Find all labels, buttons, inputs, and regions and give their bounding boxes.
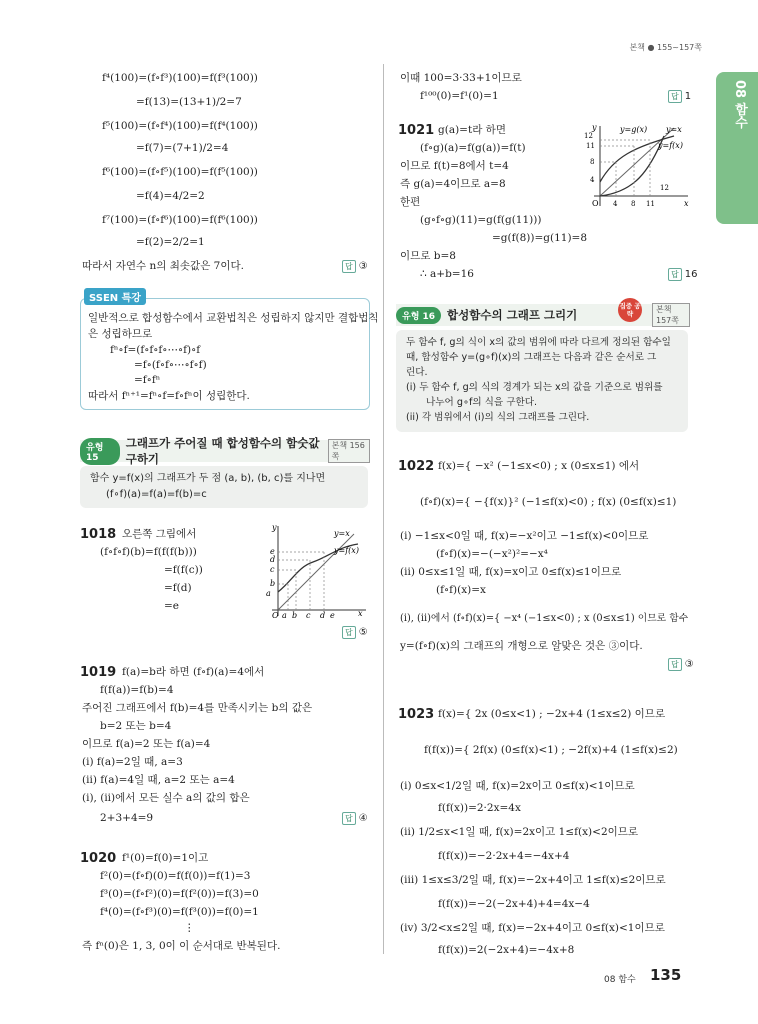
solution-line: f(a)=b라 하면 (f∘f)(a)=4에서 <box>122 666 265 678</box>
graph-label: a <box>282 611 287 618</box>
type16-line: (i) 두 함수 f, g의 식의 경계가 되는 x의 값을 기준으로 범위를 <box>406 382 663 393</box>
sseen-line: =f∘(f∘f∘⋯∘f∘f) <box>134 359 207 371</box>
graph-label: y=x <box>666 125 682 134</box>
graph-label: d <box>320 611 326 618</box>
page-number: 135 <box>650 966 682 984</box>
solution-line: f¹⁰⁰(0)=f¹(0)=1 <box>420 90 499 102</box>
graph-label: y=f(x) <box>334 546 359 555</box>
solution-line: (g∘f∘g)(11)=g(f(g(11))) <box>420 214 542 226</box>
graph-label: 11 <box>586 142 595 150</box>
graph-label: x <box>684 199 689 208</box>
type15-ref: 본책 156쪽 <box>328 439 370 463</box>
graph-label: e <box>270 547 275 556</box>
solution-line: (i), (ii)에서 모든 실수 a의 값의 합은 <box>82 792 250 804</box>
graph-label: O <box>592 199 599 208</box>
sseen-line: 일반적으로 합성함수에서 교환법칙은 성립하지 않지만 결합법칙 <box>88 312 379 324</box>
graph-label: a <box>266 589 271 598</box>
graph-label: x <box>358 609 363 618</box>
chapter-tab <box>716 72 758 224</box>
solution-line: (f∘f)(x)=−(−x²)²=−x⁴ <box>436 548 548 560</box>
solution-line: (iii) 1≤x≤3/2일 때, f(x)=−2x+4이고 1≤f(x)≤2이므로 <box>400 874 666 886</box>
solution-line: (ii) 0≤x≤1일 때, f(x)=x이고 0≤f(x)≤1이므로 <box>400 566 622 578</box>
problem-number-1020: 1020 <box>80 851 117 866</box>
type15-title: 그래프가 주어질 때 합성함수의 함숫값 구하기 <box>125 436 320 466</box>
graph-label: 11 <box>646 200 655 208</box>
solution-line: 이므로 b=8 <box>400 250 456 262</box>
solution-line: 주어진 그래프에서 f(b)=4를 만족시키는 b의 값은 <box>82 702 313 714</box>
sseen-title: SSEN 특강 <box>84 288 146 305</box>
solution-line: =f(f(c)) <box>164 564 203 576</box>
solution-line: g(a)=t라 하면 <box>438 124 506 136</box>
type16-line: (ii) 각 범위에서 (i)의 식의 그래프를 그린다. <box>406 412 590 423</box>
sseen-line: =f∘fⁿ <box>134 374 161 386</box>
solution-conclusion: 따라서 자연수 n의 최솟값은 7이다. <box>82 260 244 272</box>
type15-line: (f∘f)(a)=f(a)=f(b)=c <box>106 489 207 500</box>
solution-line: 2+3+4=9 <box>100 812 154 824</box>
solution-line: f(f(x))={ 2f(x) (0≤f(x)<1) ; −2f(x)+4 (1≤f(x)≤2) <box>424 744 678 756</box>
solution-line: f(x)={ 2x (0≤x<1) ; −2x+4 (1≤x≤2) 이므로 <box>438 708 666 720</box>
footer-chapter: 08 함수 <box>604 975 636 985</box>
graph-label: d <box>270 555 276 564</box>
solution-line: b=2 또는 b=4 <box>100 720 172 732</box>
solution-line: (f∘f∘f)(b)=f(f(f(b))) <box>100 546 197 558</box>
solution-line: f⁴(100)=(f∘f³)(100)=f(f³(100)) <box>102 72 258 84</box>
graph-label: c <box>306 611 311 618</box>
graph-label: b <box>292 611 298 618</box>
solution-line: (ii) 1/2≤x<1일 때, f(x)=2x이고 1≤f(x)<2이므로 <box>400 826 639 838</box>
solution-line: (ii) f(a)=4일 때, a=2 또는 a=4 <box>82 774 235 786</box>
type16-line: 두 함수 f, g의 식이 x의 값의 범위에 따라 다르게 정의된 함수일 <box>406 337 671 348</box>
graph-label: c <box>270 565 275 574</box>
chapter-tab-label: 08 함수 <box>732 80 747 129</box>
type16-badge: 유형 16 <box>396 307 441 324</box>
problem-number-1021: 1021 <box>398 123 435 138</box>
problem-number-1019: 1019 <box>80 665 117 680</box>
answer-badge: 답 1 <box>668 90 691 103</box>
solution-line: f(f(x))=2·2x=4x <box>438 802 521 814</box>
solution-line: (f∘f)(x)={ −{f(x)}² (−1≤f(x)<0) ; f(x) (0≤f(x)≤1) <box>420 496 677 508</box>
solution-line: (i) −1≤x<0일 때, f(x)=−x²이고 −1≤f(x)<0이므로 <box>400 530 649 542</box>
type15-header <box>80 436 370 466</box>
sseen-line: fⁿ∘f=(f∘f∘f∘⋯∘f)∘f <box>110 344 201 356</box>
answer-badge: 답 ④ <box>342 812 368 825</box>
graph-label: y <box>592 123 597 132</box>
solution-line: =g(f(8))=g(11)=8 <box>492 232 588 244</box>
solution-line: (f∘g)(a)=f(g(a))=f(t) <box>420 142 526 154</box>
solution-line: 한편 <box>400 196 421 208</box>
solution-line: f⁶(100)=(f∘f⁵)(100)=f(f⁵(100)) <box>102 166 258 178</box>
solution-line: f²(0)=(f∘f)(0)=f(f(0))=f(1)=3 <box>100 870 251 882</box>
graph-1018 <box>258 522 370 618</box>
solution-line: (i), (ii)에서 (f∘f)(x)={ −x⁴ (−1≤x<0) ; x (0≤x≤1) 이므로 함수 <box>400 613 689 624</box>
graph-label: 8 <box>631 200 636 208</box>
graph-label: 12 <box>660 184 669 192</box>
type16-stamp: 집중 공략 <box>618 298 642 322</box>
solution-line: f⁵(100)=(f∘f⁴)(100)=f(f⁴(100)) <box>102 120 258 132</box>
solution-line: ∴ a+b=16 <box>420 268 474 280</box>
graph-label: 8 <box>590 158 595 166</box>
solution-line: f(f(x))=−2(−2x+4)+4=4x−4 <box>438 898 590 910</box>
solution-line: 이때 100=3·33+1이므로 <box>400 72 522 84</box>
graph-label: y <box>272 523 277 532</box>
graph-label: e <box>330 611 335 618</box>
graph-label: y=f(x) <box>658 141 683 150</box>
graph-label: y=x <box>334 529 350 538</box>
solution-line: (i) f(a)=2일 때, a=3 <box>82 756 183 768</box>
type16-title: 합성함수의 그래프 그리기 <box>447 308 578 322</box>
solution-line: 이므로 f(a)=2 또는 f(a)=4 <box>82 738 211 750</box>
solution-line: f(f(a))=f(b)=4 <box>100 684 174 696</box>
sseen-line: 따라서 fⁿ⁺¹=fⁿ∘f=f∘fⁿ이 성립한다. <box>88 390 250 402</box>
type16-ref: 본책 157쪽 <box>652 303 690 327</box>
solution-line: =f(4)=4/2=2 <box>136 190 205 202</box>
solution-line: f⁴(0)=(f∘f³)(0)=f(f³(0))=f(0)=1 <box>100 906 259 918</box>
solution-line: (i) 0≤x<1/2일 때, f(x)=2x이고 0≤f(x)<1이므로 <box>400 780 635 792</box>
solution-line: =e <box>164 600 180 612</box>
type15-badge: 유형 15 <box>80 438 120 465</box>
type16-line: 린다. <box>406 367 428 378</box>
solution-line: f(f(x))=2(−2x+4)=−4x+8 <box>438 944 575 956</box>
solution-line: f(f(x))=−2·2x+4=−4x+4 <box>438 850 570 862</box>
type15-line: 함수 y=f(x)의 그래프가 두 점 (a, b), (b, c)를 지나면 <box>90 473 326 484</box>
solution-line: y=(f∘f)(x)의 그래프의 개형으로 알맞은 것은 ③이다. <box>400 640 643 652</box>
graph-label: 4 <box>613 200 618 208</box>
answer-badge: 답 ③ <box>668 658 694 671</box>
solution-line: f(x)={ −x² (−1≤x<0) ; x (0≤x≤1) 에서 <box>438 460 640 472</box>
answer-badge: 답 16 <box>668 268 697 281</box>
solution-line: ⋮ <box>184 922 195 934</box>
solution-line: f⁷(100)=(f∘f⁶)(100)=f(f⁶(100)) <box>102 214 258 226</box>
solution-line: 즉 fⁿ(0)은 1, 3, 0이 이 순서대로 반복된다. <box>82 940 281 952</box>
solution-line: (f∘f)(x)=x <box>436 584 486 596</box>
solution-line: f³(0)=(f∘f²)(0)=f(f²(0))=f(3)=0 <box>100 888 259 900</box>
type16-header <box>396 304 690 326</box>
graph-label: 12 <box>584 132 593 140</box>
graph-label: b <box>270 579 276 588</box>
sseen-line: 은 성립하므로 <box>88 328 153 340</box>
page-ref: 본책 ● 155~157쪽 <box>629 43 702 52</box>
answer-badge: 답 ③ <box>342 260 368 273</box>
solution-line: 즉 g(a)=4이므로 a=8 <box>400 178 506 190</box>
solution-line: f¹(0)=f(0)=1이고 <box>122 852 209 864</box>
problem-number-1018: 1018 <box>80 527 117 542</box>
answer-badge: 답 ⑤ <box>342 626 368 639</box>
column-divider <box>383 64 384 954</box>
graph-label: y=g(x) <box>620 125 648 134</box>
solution-line: 오른쪽 그림에서 <box>122 528 197 540</box>
problem-number-1023: 1023 <box>398 707 435 722</box>
graph-1021 <box>584 122 694 210</box>
solution-line: =f(13)=(13+1)/2=7 <box>136 96 242 108</box>
problem-number-1022: 1022 <box>398 459 435 474</box>
graph-label: 4 <box>590 176 595 184</box>
solution-line: (iv) 3/2<x≤2일 때, f(x)=−2x+4이고 0≤f(x)<1이므로 <box>400 922 665 934</box>
solution-line: 이므로 f(t)=8에서 t=4 <box>400 160 509 172</box>
solution-line: =f(7)=(7+1)/2=4 <box>136 142 229 154</box>
type16-line: 때, 합성함수 y=(g∘f)(x)의 그래프는 다음과 같은 순서로 그 <box>406 352 657 363</box>
graph-label: O <box>272 611 279 618</box>
solution-line: =f(2)=2/2=1 <box>136 236 205 248</box>
solution-line: =f(d) <box>164 582 192 594</box>
type16-line: 나누어 g∘f의 식을 구한다. <box>426 397 538 408</box>
